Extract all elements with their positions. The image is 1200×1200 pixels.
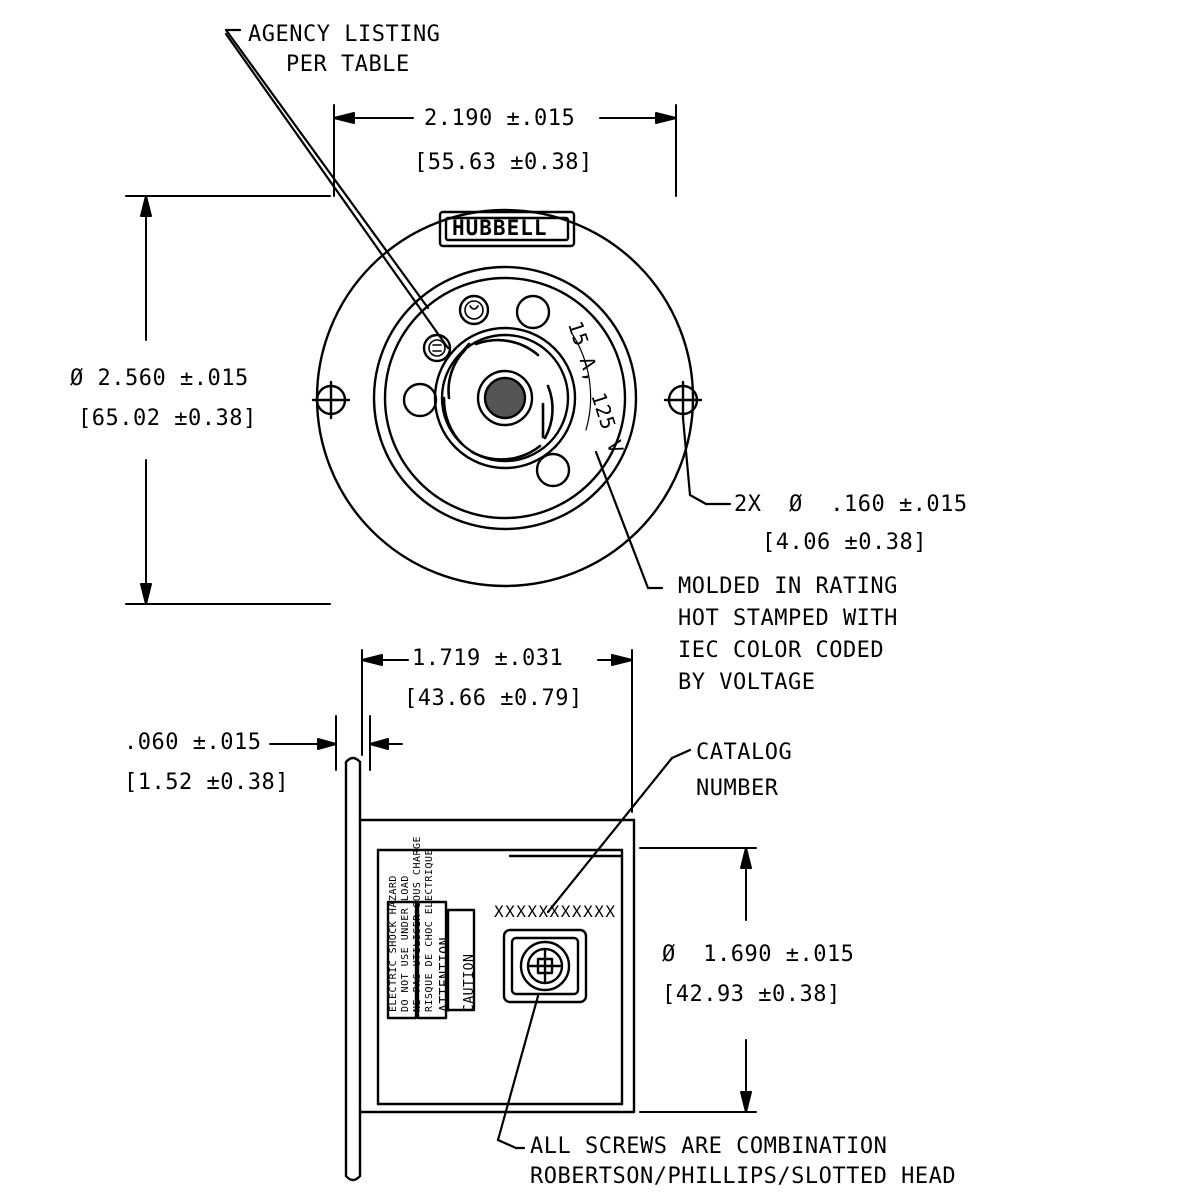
molded-rating-leader [596,452,662,588]
dim-depth-inch: 1.719 ±.031 [412,646,564,671]
molded-callout-line3: IEC COLOR CODED [678,638,885,663]
molded-callout-line2: HOT STAMPED WITH [678,606,898,631]
dim-flange-dia-inch: Ø 2.560 ±.015 [70,366,249,391]
screws-callout-line2: ROBERTSON/PHILLIPS/SLOTTED HEAD [530,1164,957,1189]
hubbell-logo-text: HUBBELL [452,216,548,240]
dim-flange-thk-inch: .060 ±.015 [124,730,262,755]
center-boss [478,371,532,425]
catalog-callout-line1: CATALOG [696,740,793,765]
dim-depth [362,650,632,812]
dim-flange-thickness [270,716,402,770]
caution-heading-fr: ATTENTION [438,937,453,1012]
holes-callout-line1: 2X Ø .160 ±.015 [734,492,968,517]
molded-rating-text: 15 A, 125 V [563,318,629,457]
holes-callout-line2: [4.06 ±0.38] [762,530,927,555]
catalog-callout-line2: NUMBER [696,776,779,801]
dim-width-top-mm: [55.63 ±0.38] [414,150,593,175]
agency-callout-line1: AGENCY LISTING [248,22,441,47]
dim-flange-thk-mm: [1.52 ±0.38] [124,770,289,795]
dim-flange-dia-mm: [65.02 ±0.38] [78,406,257,431]
caution-line-3: DO NOT USE UNDER LOAD [400,875,411,1012]
dim-body-dia-mm: [42.93 ±0.38] [662,982,841,1007]
caution-line-2: NE PAS UTILISER SOUS CHARGE [412,835,423,1012]
side-flange-plate [346,758,360,1180]
caution-line-4: ELECTRIC SHOCK HAZARD [388,875,399,1012]
dim-width-top-inch: 2.190 ±.015 [424,106,576,131]
side-screw-cover [504,930,586,1002]
catalog-leader [548,750,690,912]
molded-callout-line1: MOLDED IN RATING [678,574,898,599]
caution-heading: CAUTION [462,953,477,1012]
screws-callout-line1: ALL SCREWS ARE COMBINATION [530,1134,888,1159]
catalog-number-text: XXXXXXXXXXX [494,902,617,921]
molded-callout-line4: BY VOLTAGE [678,670,816,695]
agency-leader-lines [226,30,448,348]
caution-line-1: RISQUE DE CHOC ELECTRIQUE [424,848,435,1012]
dim-depth-mm: [43.66 ±0.79] [404,686,583,711]
dim-body-diameter [640,848,756,1112]
agency-callout-line2: PER TABLE [286,52,410,77]
dim-flange-diameter [126,196,330,604]
screws-leader [498,996,538,1148]
dim-body-dia-inch: Ø 1.690 ±.015 [662,942,855,967]
mounting-hole-right [665,382,701,418]
